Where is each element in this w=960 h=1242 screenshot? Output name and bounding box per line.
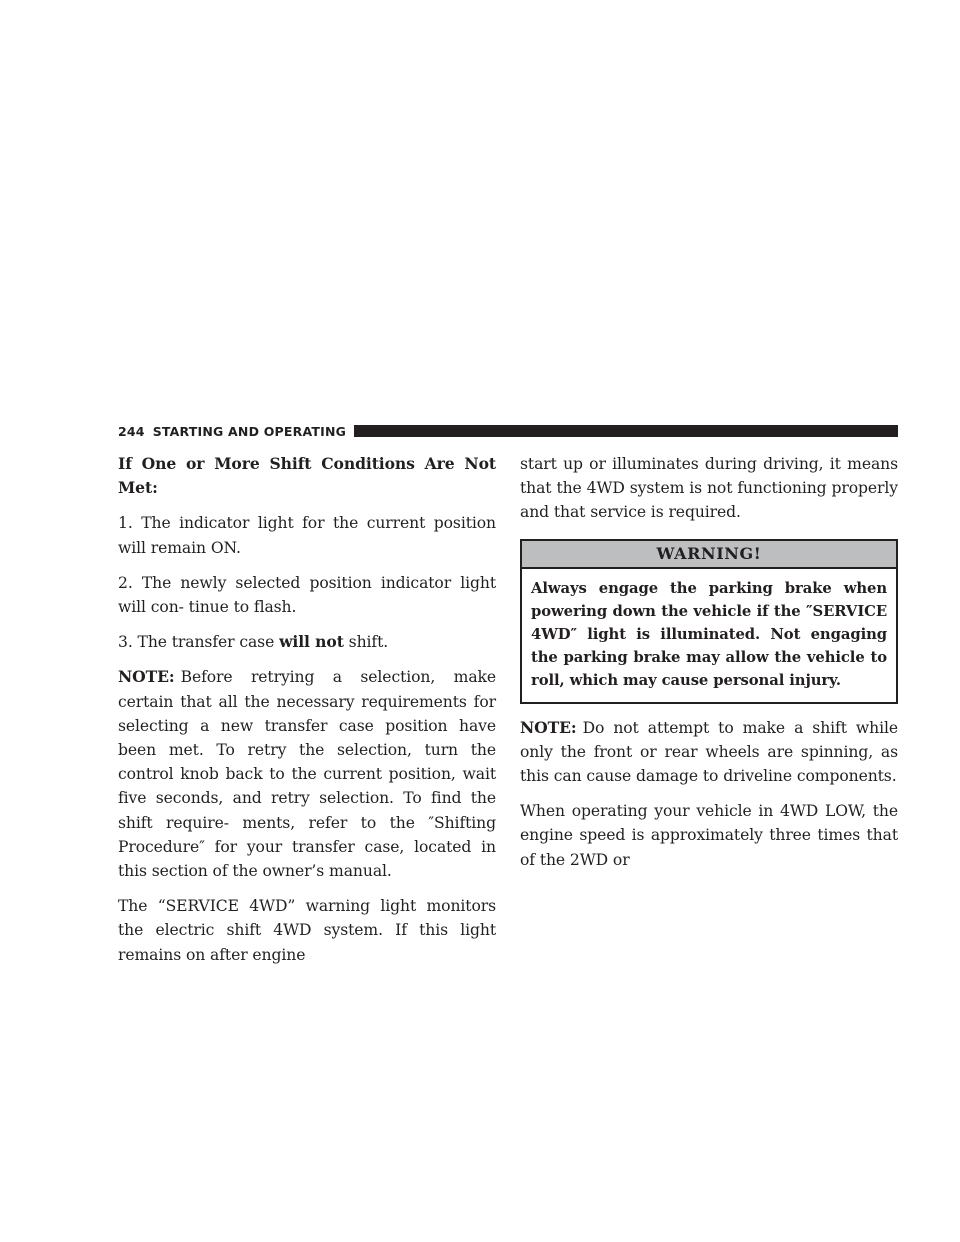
- right-column: [520, 452, 898, 883]
- left-column: [118, 452, 496, 978]
- list-item-2: 2. The newly selected position indicator light will con- tinue to flash.: [118, 573, 496, 617]
- page-number: 244: [118, 423, 145, 439]
- warning-text: Always engage the parking brake when powering down the vehicle if the ″SERVICE 4WD″ light is illuminated. Not engaging the parking brake may allow the vehicle to roll, which may cause personal injury.: [531, 579, 887, 690]
- header-rule: [354, 425, 898, 437]
- list-item-3: [118, 630, 496, 654]
- shift-conditions-heading: If One or More Shift Conditions Are Not Met:: [118, 454, 496, 498]
- list-item-1: 1. The indicator light for the current position will remain ON.: [118, 514, 496, 557]
- note-text: Before retrying a selection, make certain that all the necessary requirements for selecting a new transfer case position have been met. To retry the selection, turn the control knob back to the current position, wait five seconds, and retry selection. To find the shift require- ments, refer to the ″Shifting Procedure″ for your transfer case, located in this section of the owner’s manual.: [118, 668, 496, 881]
- 4wd-low-paragraph: When operating your vehicle in 4WD LOW, the engine speed is approximately three times that of the 2WD or: [520, 802, 898, 869]
- warning-title: WARNING!: [522, 541, 896, 569]
- note-text-2: Do not attempt to make a shift while only the front or rear wheels are spinning, as this can cause damage to driveline components.: [520, 718, 898, 786]
- note-paragraph: [118, 665, 496, 883]
- note-label: NOTE:: [118, 667, 175, 687]
- note-label-2: NOTE:: [520, 717, 577, 737]
- note-paragraph-2: [520, 716, 898, 789]
- list-item-3-post: shift.: [343, 633, 389, 652]
- list-item-3-pre: 3. The transfer case: [118, 633, 280, 652]
- service-4wd-paragraph: The “SERVICE 4WD” warning light monitors the electric shift 4WD system. If this light remains on after engine: [118, 897, 496, 964]
- continued-paragraph: start up or illuminates during driving, it means that the 4WD system is not functioning properly and that service is required.: [520, 455, 898, 522]
- section-title: STARTING AND OPERATING: [152, 423, 347, 439]
- warning-box: [520, 539, 898, 704]
- list-item-3-bold: will not: [279, 632, 344, 652]
- page-header: [118, 421, 898, 441]
